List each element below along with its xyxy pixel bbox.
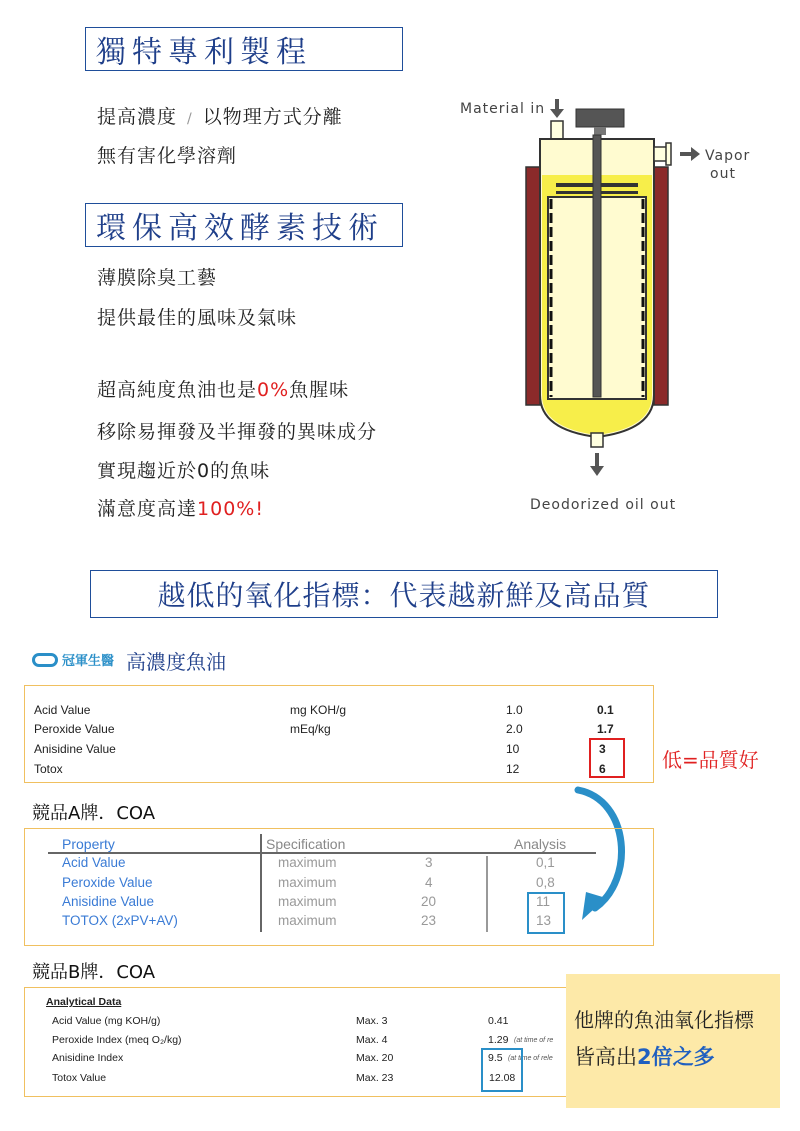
stirring-shaft [593, 135, 601, 397]
feature-line-film: 薄膜除臭工藝 [97, 267, 218, 289]
heating-jacket-left [526, 167, 540, 405]
section-title-patent: 獨特專利製程 [85, 27, 403, 71]
vapor-out-label: out [710, 166, 736, 182]
brand-b-title: 競品B牌．COA [32, 962, 156, 983]
brand-b-row-result: 0.41 [488, 1015, 509, 1027]
brand-b-row-limit: Max. 3 [356, 1015, 388, 1027]
brand-a-row-spec: maximum [278, 855, 337, 870]
brand-a-row-result: 0,1 [536, 855, 555, 870]
brand-a-row-limit: 3 [425, 855, 433, 870]
feature-line-concentration: 提高濃度 / 以物理方式分離 [97, 106, 343, 128]
own-row-name: Acid Value [34, 703, 91, 717]
own-row-unit: mg KOH/g [290, 703, 347, 717]
brand-a-row-result: 13 [536, 913, 552, 928]
brand-b-row-note: (at time of re [514, 1037, 554, 1044]
brand-b-row-limit: Max. 23 [356, 1072, 394, 1084]
brand-b-row-result: 9.5 [488, 1052, 503, 1064]
brand-a-row-spec: maximum [278, 875, 337, 890]
own-row-name: Peroxide Value [34, 722, 115, 736]
brand-b-row-limit: Max. 4 [356, 1034, 388, 1046]
brand-b-row-limit: Max. 20 [356, 1052, 394, 1064]
brand-a-row-spec: maximum [278, 894, 337, 909]
brand-logo-icon [32, 653, 58, 667]
brand-a-col-divider [260, 834, 262, 932]
brand-product-name: 高濃度魚油 [126, 650, 226, 674]
brand-b-result-highlight [481, 1048, 523, 1092]
brand-a-row-name: Acid Value [62, 855, 126, 870]
quality-note: 低=品質好 [662, 748, 759, 772]
feature-line-flavor: 提供最佳的風味及氣味 [97, 307, 298, 329]
brand-a-header-spec: Specification [266, 836, 346, 852]
brand-a-result-highlight [527, 892, 565, 934]
brand-a-row-result: 11 [536, 894, 551, 909]
brand-a-title: 競品A牌．COA [32, 803, 156, 824]
brand-b-row-result: 12.08 [489, 1072, 516, 1084]
feature-line-satisfaction: 滿意度高達100%! [97, 498, 264, 520]
brand-b-row-note: (at time of rele [508, 1055, 553, 1062]
brand-a-row-spec: maximum [278, 913, 337, 928]
motor-block [576, 109, 624, 127]
brand-a-row-result: 0,8 [536, 875, 555, 890]
brand-b-header: Analytical Data [46, 996, 122, 1008]
own-row-result: 3 [599, 742, 606, 756]
own-row-result: 6 [599, 762, 606, 776]
deodorized-oil-label: Deodorized oil out [530, 497, 677, 513]
brand-a-row-limit: 4 [425, 875, 433, 890]
brand-a-header-analysis: Analysis [514, 836, 567, 852]
own-row-spec: 2.0 [506, 722, 523, 736]
brand-b-row-name: Totox Value [52, 1072, 107, 1084]
own-row-result: 0.1 [597, 703, 614, 717]
brand-a-row-limit: 23 [421, 913, 437, 928]
brand-b-row-result: 1.29 [488, 1034, 509, 1046]
feature-line-solvent: 無有害化學溶劑 [97, 145, 238, 167]
own-row-result: 1.7 [597, 722, 614, 736]
own-row-unit: mEq/kg [290, 722, 331, 736]
brand-logo: 冠軍生醫 [32, 650, 114, 669]
brand-a-row-name: Peroxide Value [62, 875, 153, 890]
comparison-callout: 他牌的魚油氧化指標 皆高出2倍之多 [566, 974, 780, 1108]
brand-a-row-name: TOTOX (2xPV+AV) [62, 913, 178, 928]
vapor-out-arrow-icon [680, 147, 700, 161]
own-result-highlight [589, 738, 625, 778]
material-in-arrow-icon [550, 99, 564, 118]
own-coa-table [24, 685, 654, 783]
brand-b-row-name: Anisidine Index [52, 1052, 124, 1064]
feature-line-zero-fish: 實現趨近於0的魚味 [97, 460, 271, 482]
brand-b-row-name: Acid Value (mg KOH/g) [52, 1015, 161, 1027]
vapor-label: Vapor [705, 148, 751, 164]
feature-line-purity: 超高純度魚油也是0%魚腥味 [97, 379, 350, 401]
brand-a-row-limit: 20 [421, 894, 437, 909]
own-row-spec: 10 [506, 742, 520, 756]
oxidation-banner: 越低的氧化指標：代表越新鮮及高品質 [90, 570, 718, 618]
brand-a-row-name: Anisidine Value [62, 894, 155, 909]
feature-line-volatile: 移除易揮發及半揮發的異味成分 [97, 421, 378, 443]
deodorizer-diagram [520, 95, 720, 490]
own-row-spec: 1.0 [506, 703, 523, 717]
heating-jacket-right [654, 167, 668, 405]
deodorized-out-arrow-icon [590, 453, 604, 476]
brand-b-row-name: Peroxide Index (meq O₂/kg) [52, 1034, 182, 1046]
brand-a-header-property: Property [62, 836, 115, 852]
own-row-spec: 12 [506, 762, 520, 776]
brand-a-header-rule [48, 852, 596, 854]
own-row-name: Totox [34, 762, 63, 776]
brand-a-col-divider [486, 856, 488, 932]
section-title-enzyme: 環保高效酵素技術 [85, 203, 403, 247]
own-row-name: Anisidine Value [34, 742, 116, 756]
material-in-label: Material in [460, 101, 546, 117]
